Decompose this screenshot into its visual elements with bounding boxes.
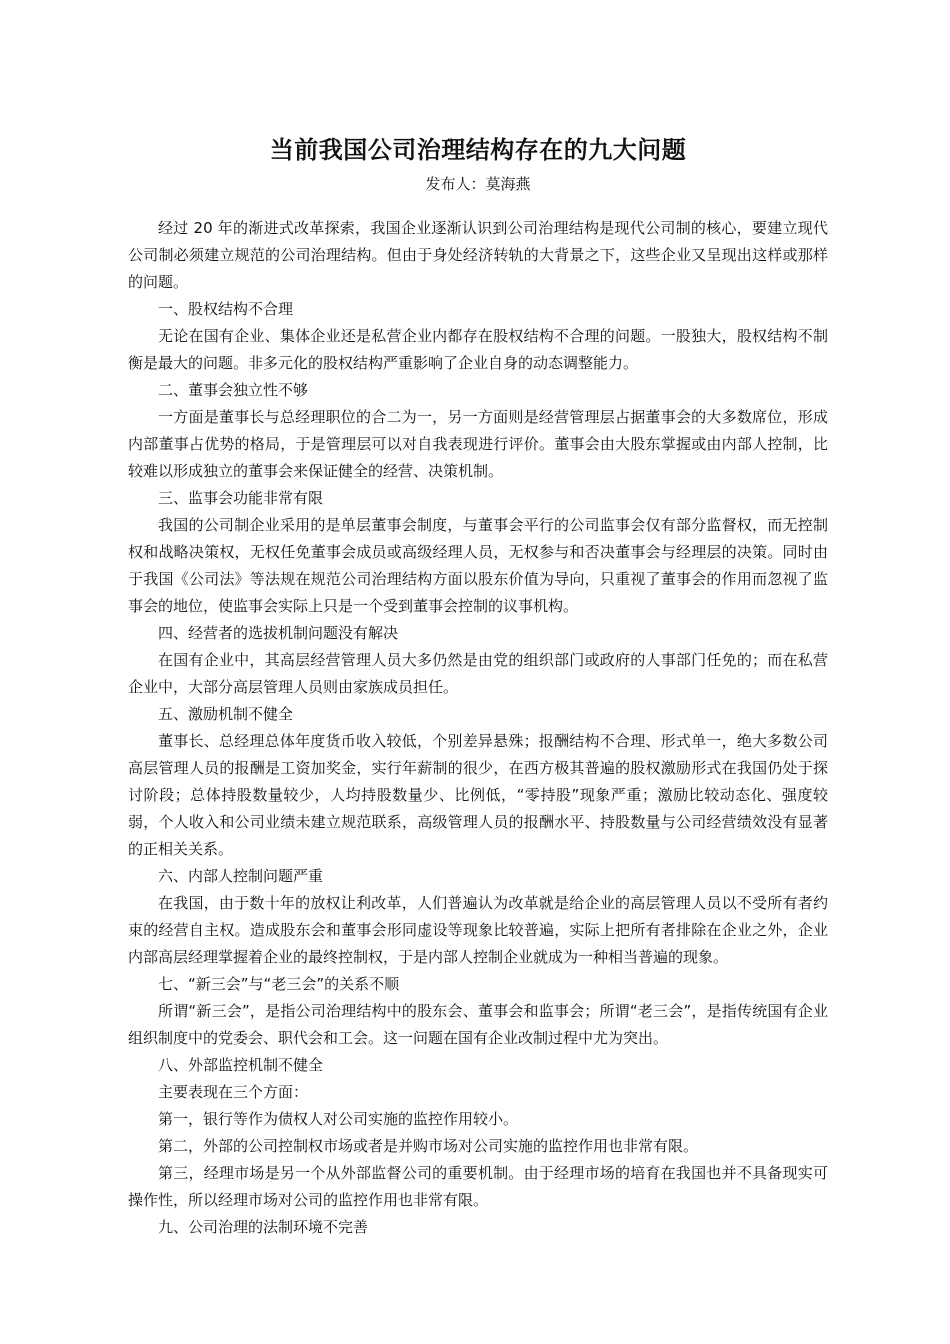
document-author: 发布人：莫海燕 bbox=[425, 175, 531, 193]
section-heading-5: 五、激励机制不健全 bbox=[158, 705, 294, 723]
section-paragraph-2: 一方面是董事长与总经理职位的合二为一，另一方面则是经营管理层占据董事会的大多数席位，形成内部董事占优势的格局，于是管理层可以对自我表现进行评价。董事会由大股东掌握或由内部人控制，比较难以形成独立的董事会来保证健全的经营、决策机制。 bbox=[128, 408, 828, 480]
section-paragraph-3: 我国的公司制企业采用的是单层董事会制度，与董事会平行的公司监事会仅有部分监督权，而无控制权和战略决策权，无权任免董事会成员或高级经理人员，无权参与和否决董事会与经理层的决策。同时由于我国《公司法》等法规在规范公司治理结构方面以股东价值为导向，只重视了董事会的作用而忽视了监事会的地位，使监事会实际上只是一个受到董事会控制的议事机构。 bbox=[128, 516, 828, 615]
section-paragraph-8-point-1: 第一，银行等作为债权人对公司实施的监控作用较小。 bbox=[158, 1110, 519, 1128]
section-heading-6: 六、内部人控制问题严重 bbox=[158, 867, 324, 885]
section-paragraph-4: 在国有企业中，其高层经营管理人员大多仍然是由党的组织部门或政府的人事部门任免的；而在私营企业中，大部分高层管理人员则由家族成员担任。 bbox=[128, 651, 828, 696]
document-title: 当前我国公司治理结构存在的九大问题 bbox=[269, 136, 687, 164]
section-paragraph-7: 所谓“新三会”，是指公司治理结构中的股东会、董事会和监事会；所谓“老三会”，是指传统国有企业组织制度中的党委会、职代会和工会。这一问题在国有企业改制过程中尤为突出。 bbox=[128, 1002, 828, 1047]
section-heading-2: 二、董事会独立性不够 bbox=[158, 381, 309, 399]
intro-paragraph: 经过 20 年的渐进式改革探索，我国企业逐渐认识到公司治理结构是现代公司制的核心，要建立现代公司制必须建立规范的公司治理结构。但由于身处经济转轨的大背景之下，这些企业又呈现出这样或那样的问题。 bbox=[128, 219, 828, 291]
document-body bbox=[128, 215, 828, 1241]
section-heading-9: 九、公司治理的法制环境不完善 bbox=[158, 1218, 369, 1236]
section-heading-4: 四、经营者的选拔机制问题没有解决 bbox=[158, 624, 399, 642]
section-heading-1: 一、股权结构不合理 bbox=[158, 300, 294, 318]
section-heading-3: 三、监事会功能非常有限 bbox=[158, 489, 324, 507]
section-heading-8: 八、外部监控机制不健全 bbox=[158, 1056, 324, 1074]
section-heading-7: 七、“新三会”与“老三会”的关系不顺 bbox=[158, 975, 400, 993]
section-paragraph-1: 无论在国有企业、集体企业还是私营企业内都存在股权结构不合理的问题。一股独大，股权结构不制衡是最大的问题。非多元化的股权结构严重影响了企业自身的动态调整能力。 bbox=[128, 327, 828, 372]
section-paragraph-8-point-2: 第二，外部的公司控制权市场或者是并购市场对公司实施的监控作用也非常有限。 bbox=[158, 1137, 699, 1155]
section-paragraph-8-intro: 主要表现在三个方面： bbox=[158, 1083, 309, 1101]
section-paragraph-5: 董事长、总经理总体年度货币收入较低，个别差异悬殊；报酬结构不合理、形式单一，绝大多数公司高层管理人员的报酬是工资加奖金，实行年薪制的很少，在西方极其普遍的股权激励形式在我国仍处于探讨阶段；总体持股数量较少，人均持股数量少、比例低，“零持股”现象严重；激励比较动态化、强度较弱，个人收入和公司业绩未建立规范联系，高级管理人员的报酬水平、持股数量与公司经营绩效没有显著的正相关关系。 bbox=[128, 732, 828, 858]
document-page bbox=[128, 132, 828, 1241]
section-paragraph-8-point-3: 第三，经理市场是另一个从外部监督公司的重要机制。由于经理市场的培育在我国也并不具备现实可操作性，所以经理市场对公司的监控作用也非常有限。 bbox=[128, 1164, 828, 1209]
section-paragraph-6: 在我国，由于数十年的放权让利改革，人们普遍认为改革就是给企业的高层管理人员以不受所有者约束的经营自主权。造成股东会和董事会形同虚设等现象比较普遍，实际上把所有者排除在企业之外，企业内部高层经理掌握着企业的最终控制权，于是内部人控制企业就成为一种相当普遍的现象。 bbox=[128, 894, 828, 966]
